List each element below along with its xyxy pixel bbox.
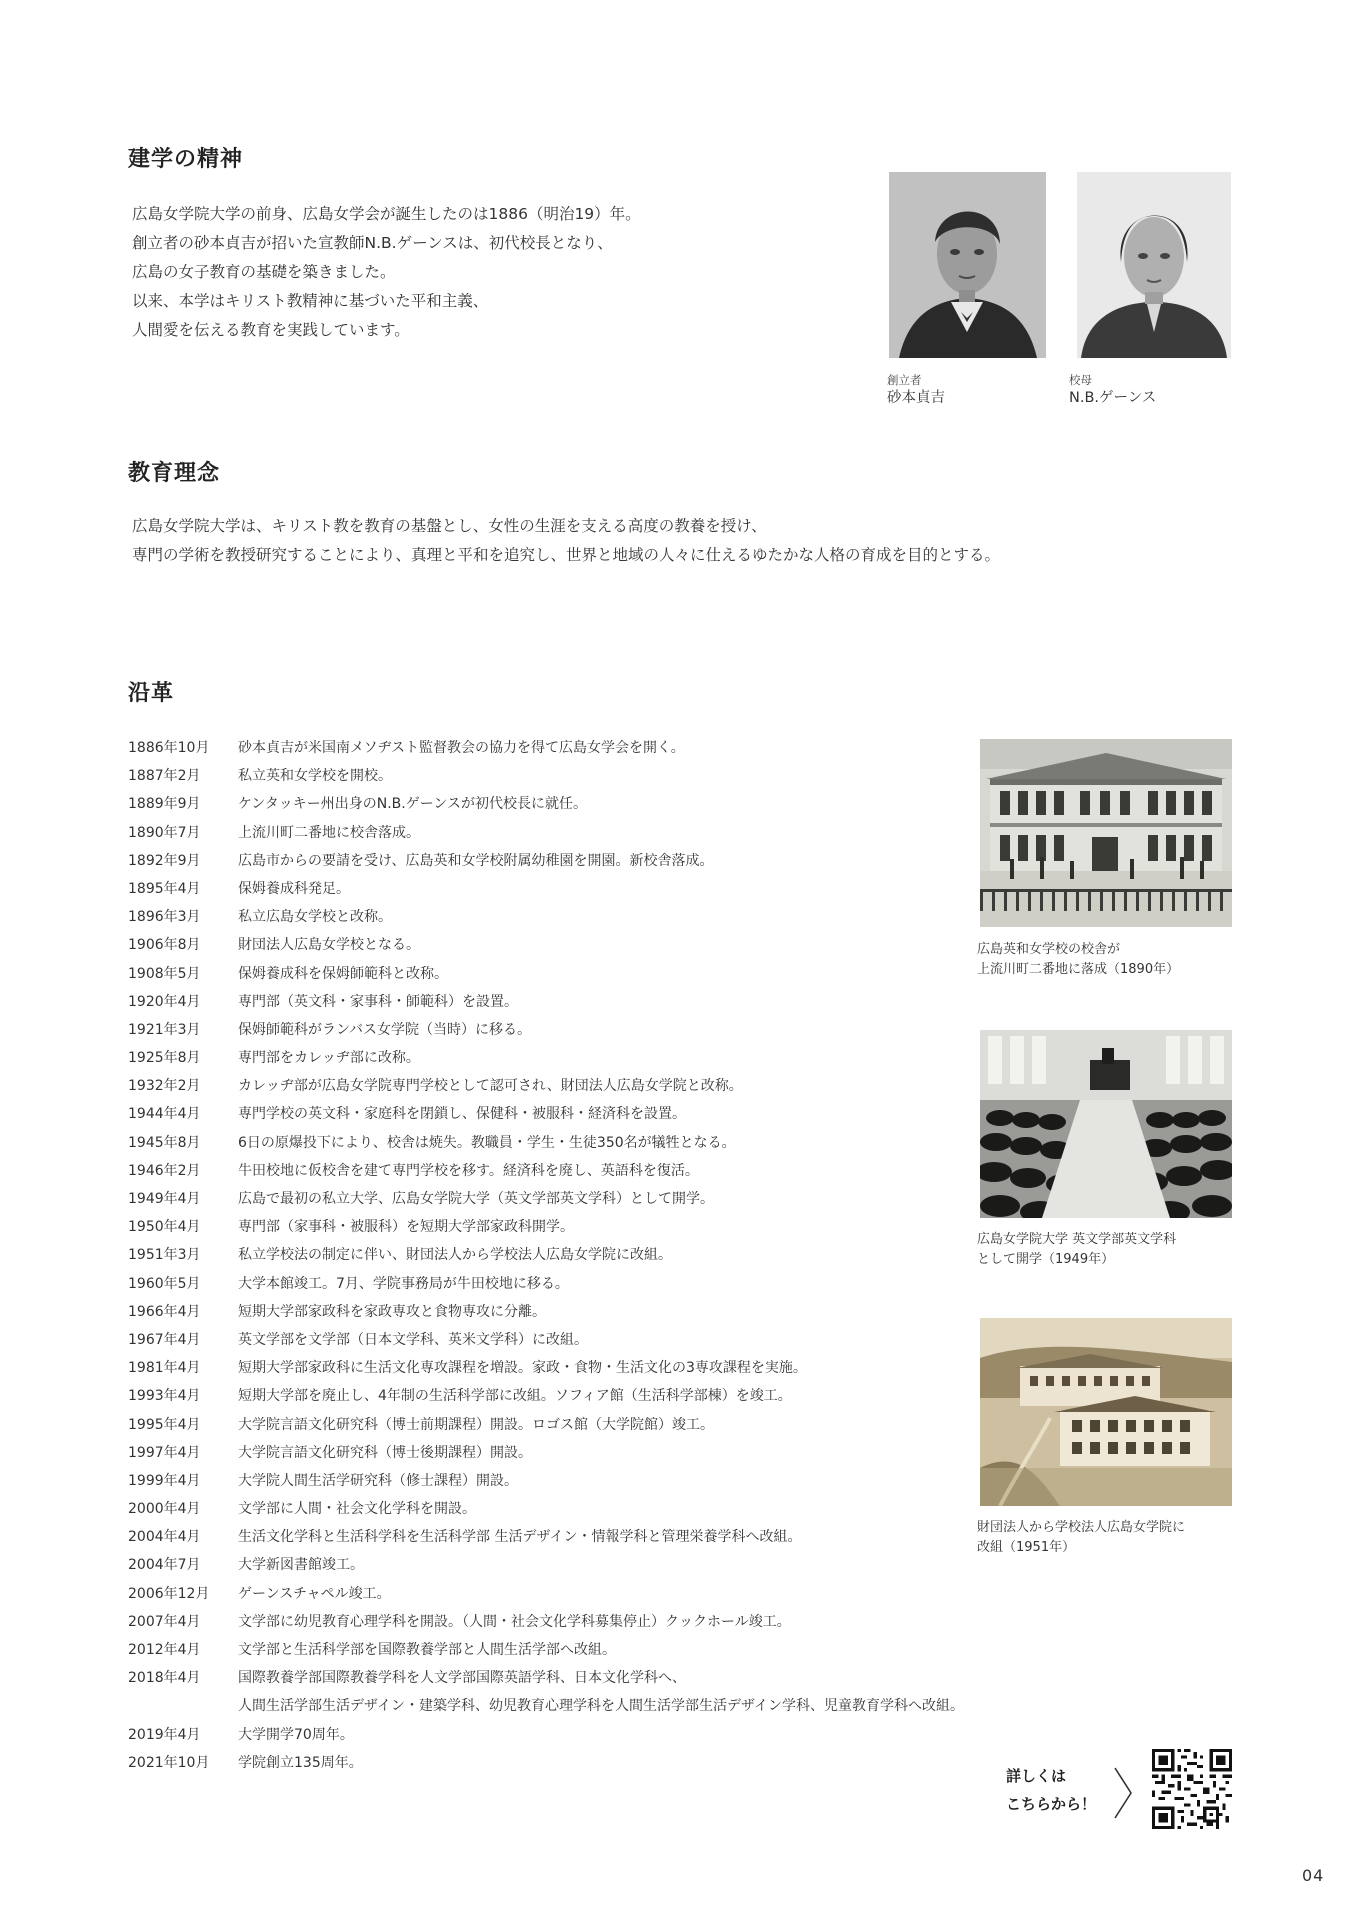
founding-spirit-line: 人間愛を伝える教育を実践しています。 bbox=[132, 321, 410, 339]
history-event: 保姆師範科がランバス女学院（当時）に移る。 bbox=[238, 1021, 532, 1038]
history-row bbox=[128, 790, 1128, 818]
school-building-1890-photo bbox=[980, 739, 1232, 927]
history-event: 牛田校地に仮校舎を建て専門学校を移す。経済科を廃し、英語科を復活。 bbox=[238, 1162, 699, 1179]
history-date: 1946年2月 bbox=[128, 1162, 201, 1179]
history-date: 1950年4月 bbox=[128, 1219, 201, 1236]
photo-caption-1951 bbox=[977, 1518, 1185, 1558]
founder-role: 創立者 bbox=[887, 373, 922, 387]
history-row bbox=[128, 1467, 1128, 1495]
history-event: 財団法人広島女学校となる。 bbox=[238, 937, 420, 954]
history-date bbox=[128, 1692, 238, 1720]
founding-spirit-line: 広島の女子教育の基礎を築きました。 bbox=[132, 263, 396, 281]
history-row bbox=[128, 1326, 1128, 1354]
history-date: 1889年9月 bbox=[128, 796, 201, 813]
photo-caption-line: 広島女学院大学 英文学部英文学科 bbox=[977, 1232, 1177, 1247]
history-date: 1997年4月 bbox=[128, 1444, 201, 1461]
history-event: 生活文化学科と生活科学科を生活科学部 生活デザイン・情報学科と管理栄養学科へ改組。 bbox=[238, 1529, 802, 1546]
history-row bbox=[128, 762, 1128, 790]
founding-spirit-line: 創立者の砂本貞吉が招いた宣教師N.B.ゲーンスは、初代校長となり、 bbox=[132, 234, 613, 252]
history-date: 1920年4月 bbox=[128, 993, 201, 1010]
history-date: 2018年4月 bbox=[128, 1670, 201, 1687]
history-event: 私立英和女学校を開校。 bbox=[238, 768, 392, 785]
history-date: 1886年10月 bbox=[128, 740, 210, 756]
history-event: 大学開学70周年。 bbox=[238, 1726, 354, 1743]
philosophy-text bbox=[132, 512, 1000, 570]
history-event: 大学本館竣工。7月、学院事務局が牛田校地に移る。 bbox=[238, 1275, 569, 1292]
history-event: 大学院言語文化研究科（博士前期課程）開設。ロゴス館（大学院館）竣工。 bbox=[238, 1416, 714, 1433]
qr-prompt-line: 詳しくは bbox=[1006, 1767, 1067, 1785]
history-date: 2006年12月 bbox=[128, 1585, 210, 1602]
history-event: 6日の原爆投下により、校舎は焼失。教職員・学生・生徒350名が犠牲となる。 bbox=[238, 1134, 736, 1151]
history-event: ゲーンスチャペル竣工。 bbox=[238, 1585, 391, 1602]
history-date: 1999年4月 bbox=[128, 1472, 201, 1489]
history-date: 1995年4月 bbox=[128, 1416, 201, 1433]
philosophy-heading: 教育理念 bbox=[128, 461, 221, 486]
philosophy-line: 専門の学術を教授研究することにより、真理と平和を追究し、世界と地域の人々に仕えるゆたかな人格の育成を目的とする。 bbox=[132, 546, 1001, 564]
photo-caption-1949 bbox=[977, 1230, 1176, 1270]
history-event: 文学部に幼児教育心理学科を開設。（人間・社会文化学科募集停止）クックホール竣工。 bbox=[238, 1613, 791, 1630]
founding-spirit-text bbox=[132, 200, 641, 345]
history-heading: 沿革 bbox=[128, 681, 175, 706]
qr-prompt-line: こちらから！ bbox=[1006, 1795, 1097, 1813]
history-event: 専門部（家事科・被服科）を短期大学部家政科開学。 bbox=[238, 1219, 574, 1236]
history-event: 広島で最初の私立大学、広島女学院大学（英文学部英文学科）として開学。 bbox=[238, 1191, 714, 1207]
history-row bbox=[128, 1298, 1128, 1326]
photo-caption-line: 上流川町二番地に落成（1890年） bbox=[977, 962, 1180, 977]
founder-portrait bbox=[889, 172, 1046, 358]
history-row bbox=[128, 1354, 1128, 1382]
history-event: 短期大学部を廃止し、4年制の生活科学部に改組。ソフィア館（生活科学部棟）を竣工。 bbox=[238, 1388, 792, 1405]
qr-code[interactable] bbox=[1152, 1749, 1232, 1829]
history-row bbox=[128, 1382, 1128, 1410]
history-event: 専門学校の英文科・家庭科を閉鎖し、保健科・被服科・経済科を設置。 bbox=[238, 1106, 686, 1123]
history-row bbox=[128, 903, 1128, 931]
history-row bbox=[128, 1580, 1128, 1608]
history-row bbox=[128, 1439, 1128, 1467]
founder-caption bbox=[887, 372, 945, 408]
history-event: 国際教養学部国際教養学科を人文学部国際英語学科、日本文化学科へ、 bbox=[238, 1670, 686, 1687]
history-event: 文学部と生活科学部を国際教養学部と人間生活学部へ改組。 bbox=[238, 1642, 616, 1658]
photo-caption-line: 財団法人から学校法人広島女学院に bbox=[977, 1520, 1186, 1535]
history-event: 人間生活学部生活デザイン・建築学科、幼児教育心理学科を人間生活学部生活デザイン学科、児童教育学科へ改組。 bbox=[238, 1698, 965, 1715]
founding-spirit-line: 広島女学院大学の前身、広島女学会が誕生したのは1886（明治19）年。 bbox=[132, 205, 641, 223]
history-row bbox=[128, 875, 1128, 903]
gaines-caption bbox=[1069, 372, 1156, 408]
history-date: 1906年8月 bbox=[128, 937, 201, 954]
history-row bbox=[128, 1636, 1128, 1664]
history-date: 1932年2月 bbox=[128, 1078, 201, 1095]
history-event: カレッヂ部が広島女学院専門学校として認可され、財団法人広島女学院と改称。 bbox=[238, 1078, 743, 1095]
history-date: 2004年7月 bbox=[128, 1557, 201, 1574]
history-date: 1951年3月 bbox=[128, 1247, 201, 1264]
history-date: 1890年7月 bbox=[128, 824, 201, 841]
history-row bbox=[128, 847, 1128, 875]
history-date: 1960年5月 bbox=[128, 1275, 201, 1292]
history-date: 1895年4月 bbox=[128, 880, 201, 897]
history-date: 2021年10月 bbox=[128, 1754, 210, 1771]
history-date: 1887年2月 bbox=[128, 768, 201, 785]
history-date: 1949年4月 bbox=[128, 1191, 201, 1207]
history-date: 1896年3月 bbox=[128, 909, 201, 926]
history-event: 英文学部を文学部（日本文学科、英米文学科）に改組。 bbox=[238, 1331, 588, 1348]
history-date: 2007年4月 bbox=[128, 1613, 201, 1630]
history-date: 1966年4月 bbox=[128, 1303, 201, 1320]
history-row bbox=[128, 1100, 1128, 1128]
photo-caption-1890 bbox=[977, 940, 1179, 980]
gaines-portrait bbox=[1077, 172, 1231, 358]
history-event: 大学院言語文化研究科（博士後期課程）開設。 bbox=[238, 1444, 532, 1461]
history-date: 1945年8月 bbox=[128, 1134, 201, 1151]
history-event: 専門部（英文科・家事科・師範科）を設置。 bbox=[238, 993, 518, 1010]
history-row bbox=[128, 1129, 1128, 1157]
photo-caption-line: 広島英和女学校の校舎が bbox=[977, 942, 1121, 957]
chevron-right-icon bbox=[1112, 1766, 1134, 1824]
history-row bbox=[128, 1721, 1128, 1749]
founder-name: 砂本貞吉 bbox=[887, 390, 945, 406]
history-event: 学院創立135周年。 bbox=[238, 1754, 363, 1771]
history-event: 保姆養成科発足。 bbox=[238, 880, 350, 897]
history-event: 砂本貞吉が米国南メソヂスト監督教会の協力を得て広島女学会を開く。 bbox=[238, 740, 685, 756]
history-date: 2012年4月 bbox=[128, 1642, 201, 1658]
history-event: 私立学校法の制定に伴い、財団法人から学校法人広島女学院に改組。 bbox=[238, 1247, 672, 1264]
history-date: 2019年4月 bbox=[128, 1726, 201, 1743]
history-row bbox=[128, 819, 1128, 847]
history-row bbox=[128, 1692, 1128, 1720]
founding-spirit-line: 以来、本学はキリスト教精神に基づいた平和主義、 bbox=[132, 292, 489, 310]
history-row bbox=[128, 1016, 1128, 1044]
history-event: 上流川町二番地に校舎落成。 bbox=[238, 824, 420, 841]
history-date: 1993年4月 bbox=[128, 1388, 201, 1405]
founding-spirit-heading: 建学の精神 bbox=[128, 147, 244, 172]
history-event: 私立広島女学校と改称。 bbox=[238, 909, 392, 926]
history-date: 2000年4月 bbox=[128, 1501, 201, 1518]
qr-prompt[interactable] bbox=[1006, 1762, 1096, 1818]
page-number: 04 bbox=[1302, 1866, 1325, 1885]
gaines-role: 校母 bbox=[1069, 373, 1092, 387]
history-date: 1892年9月 bbox=[128, 852, 201, 869]
history-row bbox=[128, 1270, 1128, 1298]
history-date: 1944年4月 bbox=[128, 1106, 201, 1123]
history-date: 1921年3月 bbox=[128, 1021, 201, 1038]
history-event: 短期大学部家政科を家政専攻と食物専攻に分離。 bbox=[238, 1303, 546, 1320]
history-event: 保姆養成科を保姆師範科と改称。 bbox=[238, 965, 448, 982]
history-row bbox=[128, 1157, 1128, 1185]
history-row bbox=[128, 1749, 1128, 1777]
campus-1951-photo bbox=[980, 1318, 1232, 1506]
history-row bbox=[128, 1072, 1128, 1100]
history-event: 大学新図書館竣工。 bbox=[238, 1557, 364, 1574]
history-row bbox=[128, 988, 1128, 1016]
history-date: 1967年4月 bbox=[128, 1331, 201, 1348]
history-row bbox=[128, 1608, 1128, 1636]
history-row bbox=[128, 1411, 1128, 1439]
history-row bbox=[128, 1664, 1128, 1692]
history-event: 短期大学部家政科に生活文化専攻課程を増設。家政・食物・生活文化の3専攻課程を実施。 bbox=[238, 1360, 807, 1377]
photo-caption-line: として開学（1949年） bbox=[977, 1252, 1115, 1267]
history-event: 大学院人間生活学研究科（修士課程）開設。 bbox=[238, 1472, 518, 1489]
history-event: 文学部に人間・社会文化学科を開設。 bbox=[238, 1501, 476, 1518]
history-event: 広島市からの要請を受け、広島英和女学校附属幼稚園を開園。新校舎落成。 bbox=[238, 852, 714, 869]
history-date: 1925年8月 bbox=[128, 1050, 201, 1067]
history-date: 1908年5月 bbox=[128, 965, 201, 982]
history-event: ケンタッキー州出身のN.B.ゲーンスが初代校長に就任。 bbox=[238, 796, 588, 813]
chapel-1949-photo bbox=[980, 1030, 1232, 1218]
history-row bbox=[128, 1185, 1128, 1213]
history-date: 2004年4月 bbox=[128, 1529, 201, 1546]
history-row bbox=[128, 1044, 1128, 1072]
history-event: 専門部をカレッヂ部に改称。 bbox=[238, 1050, 420, 1067]
history-date: 1981年4月 bbox=[128, 1360, 201, 1377]
photo-caption-line: 改組（1951年） bbox=[977, 1540, 1076, 1555]
gaines-name: N.B.ゲーンス bbox=[1069, 390, 1157, 406]
history-row bbox=[128, 734, 1128, 762]
philosophy-line: 広島女学院大学は、キリスト教を教育の基盤とし、女性の生涯を支える高度の教養を授け、 bbox=[132, 517, 767, 535]
